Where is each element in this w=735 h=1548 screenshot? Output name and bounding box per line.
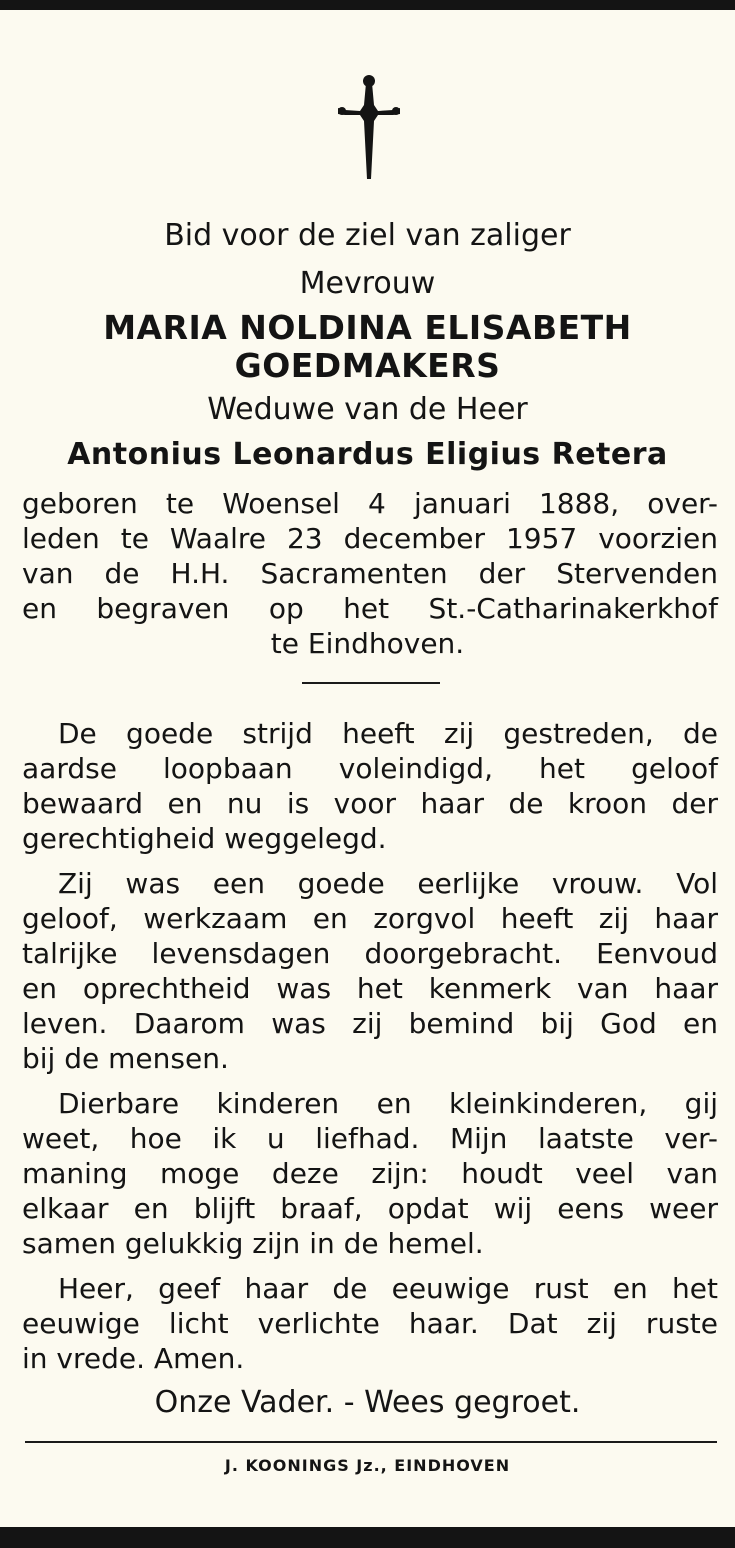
paragraph-line: geloof, werkzaam en zorgvol heeft zij haar	[22, 902, 718, 935]
deceased-name-line2: GOEDMAKERS	[234, 346, 501, 385]
cross-icon	[338, 75, 400, 181]
paragraph-line: eeuwige licht verlichte haar. Dat zij ruste	[22, 1307, 718, 1340]
biography-line: te Eindhoven.	[270, 627, 465, 660]
paragraph-line: elkaar en blijft braaf, opdat wij eens weer	[22, 1192, 718, 1225]
relation-line: Weduwe van de Heer	[207, 392, 528, 427]
printer-credit: J. KOONINGS Jz., EINDHOVEN	[224, 1456, 511, 1475]
paragraph-line: gerechtigheid weggelegd.	[22, 822, 387, 855]
honorific: Mevrouw	[299, 266, 436, 301]
biography-line: en begraven op het St.-Catharinakerkhof	[22, 592, 718, 625]
bottom-border	[0, 1527, 735, 1548]
closing-prayer: Onze Vader. - Wees gegroet.	[154, 1385, 581, 1420]
paragraph-line: De goede strijd heeft zij gestreden, de	[58, 717, 718, 750]
paragraph-line: samen gelukkig zijn in de hemel.	[22, 1227, 484, 1260]
deceased-name-line1: MARIA NOLDINA ELISABETH	[103, 308, 632, 347]
paragraph-gebed	[22, 1271, 718, 1376]
paragraph-strijd	[22, 716, 718, 856]
biography-line: leden te Waalre 23 december 1957 voorzien	[22, 522, 718, 555]
paragraph-kinderen	[22, 1086, 718, 1261]
paragraph-line: Heer, geef haar de eeuwige rust en het	[58, 1272, 718, 1305]
paragraph-line: bij de mensen.	[22, 1042, 229, 1075]
top-border	[0, 0, 735, 10]
section-divider	[302, 682, 440, 684]
prayer-line: Bid voor de ziel van zaliger	[164, 218, 571, 253]
spouse-name: Antonius Leonardus Eligius Retera	[67, 437, 668, 472]
paragraph-line: en oprechtheid was het kenmerk van haar	[22, 972, 718, 1005]
biography-line: van de H.H. Sacramenten der Stervenden	[22, 557, 718, 590]
paragraph-line: leven. Daarom was zij bemind bij God en	[22, 1007, 718, 1040]
paragraph-line: talrijke levensdagen doorgebracht. Eenvoud	[22, 937, 718, 970]
paragraph-line: bewaard en nu is voor haar de kroon der	[22, 787, 718, 820]
paragraph-line: in vrede. Amen.	[22, 1342, 245, 1375]
paragraph-line: aardse loopbaan voleindigd, het geloof	[22, 752, 718, 785]
biography-line: geboren te Woensel 4 januari 1888, over-	[22, 487, 718, 520]
paragraph-line: maning moge deze zijn: houdt veel van	[22, 1157, 718, 1190]
paragraph-line: weet, hoe ik u liefhad. Mijn laatste ver-	[22, 1122, 718, 1155]
footer-rule	[25, 1441, 717, 1443]
paragraph-vrouw	[22, 866, 718, 1076]
paragraph-line: Zij was een goede eerlijke vrouw. Vol	[58, 867, 718, 900]
paragraph-line: Dierbare kinderen en kleinkinderen, gij	[58, 1087, 718, 1120]
